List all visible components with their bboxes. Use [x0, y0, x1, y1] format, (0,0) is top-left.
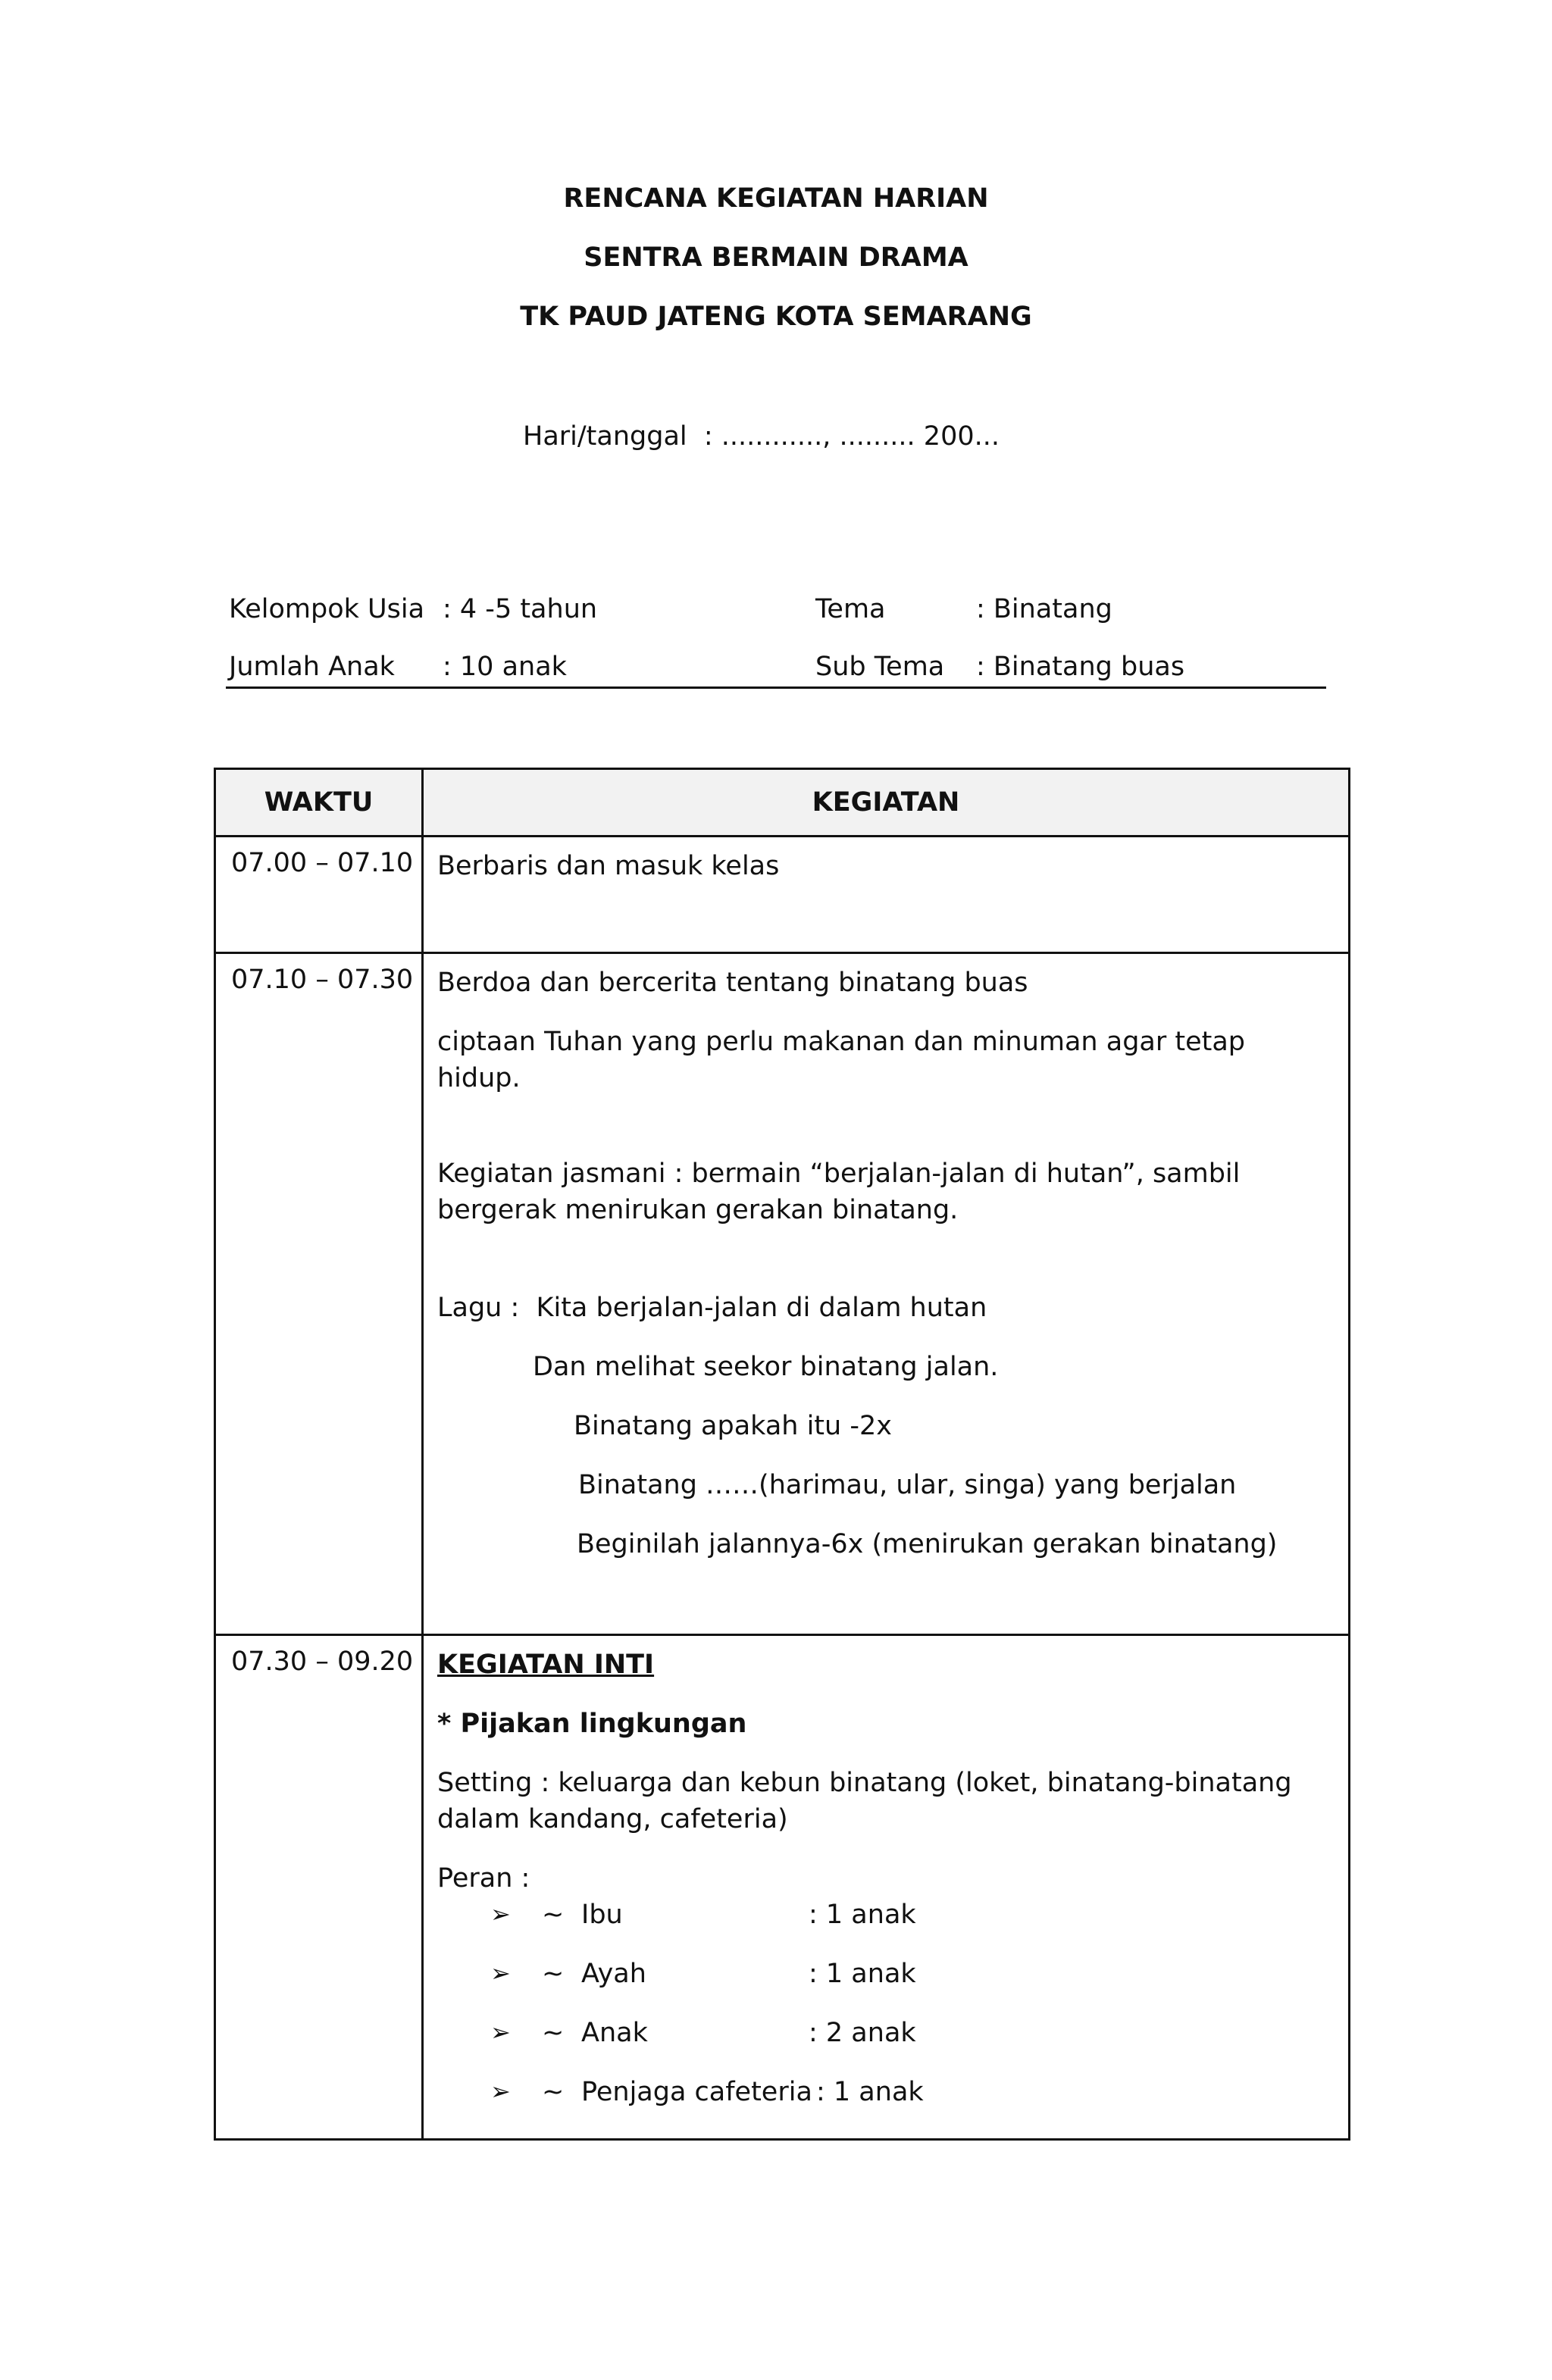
spacer	[437, 1001, 1335, 1024]
activity-cell	[423, 837, 1350, 953]
title-block	[0, 183, 1552, 361]
role-count: : 1 anak	[816, 2077, 924, 2107]
time-cell: 07.30 – 09.20	[215, 1635, 423, 2140]
activity-cell	[423, 1635, 1350, 2140]
arrow-bullet-icon: ➢	[490, 1900, 511, 1928]
song-line: Dan melihat seekor binatang jalan.	[533, 1352, 999, 1382]
page-title: RENCANA KEGIATAN HARIAN	[563, 183, 989, 214]
list-item	[437, 1959, 1335, 2018]
activity-text: Berbaris dan masuk kelas	[437, 851, 780, 881]
tilde-mark: ~	[542, 2077, 565, 2107]
song-line: Binatang ……(harimau, ular, singa) yang berjalan	[578, 1470, 1237, 1500]
tilde-mark: ~	[542, 1900, 565, 1930]
role-count: : 2 anak	[809, 2018, 916, 2048]
spacer	[437, 1228, 1335, 1278]
date-line: Hari/tanggal : ............, ......... 200...	[523, 421, 1000, 452]
jumlah-label: Jumlah Anak	[229, 652, 395, 682]
table-row	[215, 837, 1350, 953]
song-line: Lagu : Kita berjalan-jalan di dalam hutan	[437, 1293, 987, 1323]
role-list	[437, 1900, 1335, 2136]
song-lyrics	[437, 1278, 1335, 1574]
peran-label: Peran :	[437, 1863, 530, 1894]
arrow-bullet-icon: ➢	[490, 1959, 511, 1988]
time-cell: 07.00 – 07.10	[215, 837, 423, 953]
time-cell: 07.10 – 07.30	[215, 953, 423, 1635]
tilde-mark: ~	[542, 1959, 565, 1989]
role-name: Anak	[581, 2018, 648, 2048]
activity-text: ciptaan Tuhan yang perlu makanan dan minuman agar tetap hidup.	[437, 1027, 1246, 1093]
school-name: TK PAUD JATENG KOTA SEMARANG	[520, 302, 1032, 332]
subtema-value: : Binatang buas	[976, 652, 1185, 682]
activity-cell	[423, 953, 1350, 1635]
tilde-mark: ~	[542, 2018, 565, 2048]
role-name: Ayah	[581, 1959, 646, 1989]
info-block	[226, 594, 1326, 709]
table-row	[215, 953, 1350, 1635]
header-kegiatan: KEGIATAN	[423, 769, 1350, 837]
header-waktu: WAKTU	[215, 769, 423, 837]
setting-text: Setting : keluarga dan kebun binatang (loket, binatang-binatang dalam kandang, cafeteria)	[437, 1768, 1292, 1834]
spacer	[437, 1742, 1335, 1765]
spacer	[437, 1837, 1335, 1860]
role-count: : 1 anak	[809, 1900, 916, 1930]
role-name: Penjaga cafeteria	[581, 2077, 812, 2107]
arrow-bullet-icon: ➢	[490, 2018, 511, 2047]
subtema-label: Sub Tema	[815, 652, 945, 682]
song-line: Beginilah jalannya-6x (menirukan gerakan binatang)	[577, 1529, 1278, 1559]
info-divider	[226, 686, 1326, 689]
role-count: : 1 anak	[809, 1959, 916, 1989]
table-header-row	[215, 769, 1350, 837]
schedule-table	[214, 768, 1350, 2141]
kegiatan-inti-heading: KEGIATAN INTI	[437, 1650, 655, 1680]
table-row	[215, 1635, 1350, 2140]
tema-value: : Binatang	[976, 594, 1112, 624]
list-item	[437, 2018, 1335, 2077]
kelompok-label: Kelompok Usia	[229, 594, 425, 624]
tema-label: Tema	[815, 594, 886, 624]
arrow-bullet-icon: ➢	[490, 2077, 511, 2106]
info-row	[226, 594, 1326, 652]
jumlah-value: : 10 anak	[443, 652, 567, 682]
page-subtitle: SENTRA BERMAIN DRAMA	[584, 242, 968, 273]
list-item	[437, 1900, 1335, 1959]
pijakan-heading: * Pijakan lingkungan	[437, 1709, 747, 1739]
song-line: Binatang apakah itu -2x	[574, 1411, 892, 1441]
list-item	[437, 2077, 1335, 2136]
jasmani-text: Kegiatan jasmani : bermain “berjalan-jalan di hutan”, sambil bergerak menirukan gerakan binatang.	[437, 1159, 1241, 1225]
spacer	[437, 1683, 1335, 1706]
activity-text: Berdoa dan bercerita tentang binatang buas	[437, 968, 1028, 998]
info-row	[226, 652, 1326, 709]
kelompok-value: : 4 -5 tahun	[443, 594, 598, 624]
spacer	[437, 1096, 1335, 1156]
role-name: Ibu	[581, 1900, 623, 1930]
